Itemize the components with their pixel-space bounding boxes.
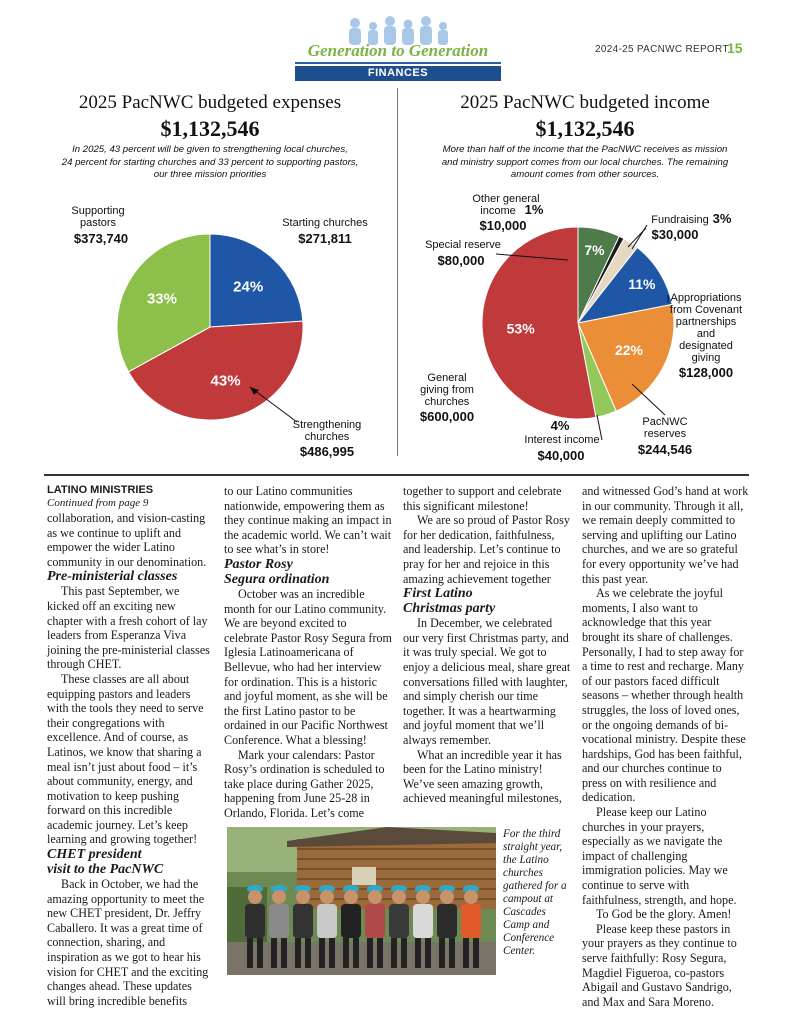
expenses-caption-line: In 2025, 43 percent will be given to strengthening local churches, [72,144,348,155]
chart-divider [397,88,398,456]
callout-reserves-amount: $244,546 [637,442,693,457]
income-total: $1,132,546 [535,116,635,141]
paragraph: This past September, we kicked off an exciting new chapter with a fresh cohort of lay leaders from Esperanza Viva joining the pre-ministerial classes through CHET. [47,584,210,672]
callout-other-label: Other general [472,193,540,205]
subheading-line: visit to the PacNWC [47,862,164,878]
subheading [224,557,392,587]
callout-reserves-label: PacNWC [642,416,688,428]
expenses-chart-title: 2025 PacNWC budgeted expenses [78,92,342,113]
callout-fundraising-amount: $30,000 [651,227,699,242]
callout-starting-amount: $271,811 [298,231,352,246]
percent-label: 33% [146,290,177,308]
callout-interest-label: Interest income [524,434,600,446]
subheading [403,586,571,616]
expenses-total: $1,132,546 [160,116,260,141]
expenses-caption-line: 24 percent for starting churches and 33 percent to supporting pastors, [61,156,359,168]
callout-starting-label: Starting churches [282,217,368,229]
paragraph: collaboration, and vision-casting as we continue to uplift and empower the wider Latino community in our denomination. [47,511,207,569]
report-label: 2024-25 PACNWC REPORT [595,44,729,55]
paragraph: What an incredible year it has been for the Latino ministry! We’ve seen amazing growth, achieved meaningful milestones, [403,747,562,806]
page-number: 15 [727,40,743,56]
campout-group-photo [227,827,496,975]
callout-general-label: General [427,372,467,384]
callout-approp-label: designated [679,340,733,352]
paragraph: As we celebrate the joyful moments, I also want to acknowledge that this year brought its share of challenges. Personally, I had to step away for a time to rest and recharge. Many of our pastors faced difficult seasons – whether through health struggles, the loss of loved ones, or the ongoing demands of bi-vocational ministry. Despite these hardships, God has been faithful, and our churches continue to press on with resilience and dedication. [582,586,746,805]
percent-label: 53% [506,320,535,337]
callout-fundraising-label: Fundraising [651,214,709,226]
article-column-3 [403,484,571,806]
callout-general-amount: $600,000 [419,409,475,424]
paragraph: and witnessed God’s hand at work in our community. Through it all, we remain deeply committed to serving and uplifting our Latino churches, and we are so grateful for every opportunity we’ve had this past year. [582,484,749,586]
subheading-line: Christmas party [403,601,496,617]
callout-interest-percent: 4% [550,418,570,433]
callout-special-amount: $80,000 [437,253,485,268]
article-continued-note: Continued from page 9 [47,497,149,509]
section-divider [44,474,749,476]
subheading: Pre-ministerial classes [47,569,178,585]
section-banner: FINANCES [295,66,501,81]
percent-label: 43% [210,372,241,390]
callout-supporting-amount: $373,740 [73,231,129,246]
callout-interest-amount: $40,000 [537,448,585,463]
callout-approp-label: partnerships [675,316,737,328]
callout-general-label: churches [424,396,470,408]
subheading-line: CHET president [47,847,142,863]
article-column-2 [224,484,392,820]
masthead [295,15,501,81]
callout-approp-amount: $128,000 [678,365,734,380]
paragraph: These classes are all about equipping pastors and leaders with the tools they need to serve their congregations with excellence. And of course, as Latinos, we know that sharing a meal isn’t just about food – it’s about community, energy, and motivation to keep pushing forward on this incredible academic journey. Let’s keep learning and growing together! [47,671,204,847]
callout-fundraising-percent: 3% [712,211,732,226]
percent-label: 24% [233,278,264,296]
article-section-title: LATINO MINISTRIES [47,484,154,496]
income-caption [410,144,760,182]
income-chart-title: 2025 PacNWC budgeted income [460,92,710,113]
callout-strengthening-amount: $486,995 [299,444,355,459]
subheading-line: Pastor Rosy [224,556,293,572]
expenses-slices [117,234,303,420]
callout-other-amount: $10,000 [479,218,527,233]
callout-other-label: income [480,205,516,217]
paragraph: Please keep these pastors in your prayers as they continue to serve faithfully: Rosy Segura, Magdiel Figueroa, co-pastors Abigail and Gustavo Sandrigo, and Max and Sara Moreno. [582,921,737,1009]
subheading-line: Segura ordination [224,571,330,587]
paragraph: Back in October, we had the amazing opportunity to meet the new CHET president, Dr. Jeffry Caballero. It was a great time of connection, sharing, and inspiration as we got to hear his vision for CHET and the exciting changes ahead. These updates will bring incredible benefits [47,877,209,1008]
callout-strengthening-label: Strengthening [292,419,362,431]
expenses-pie-chart [40,190,385,465]
leader-line [632,225,647,249]
article-column-1 [47,484,213,1008]
callout-reserves-label: reserves [643,428,687,440]
expenses-caption-line: our three mission priorities [153,169,267,180]
callout-special-label: Special reserve [425,239,501,251]
callout-strengthening-label: churches [304,431,350,443]
title-rule [295,62,501,64]
series-title: Generation to Generation [307,41,489,60]
paragraph: Please keep our Latino churches in your prayers, especially as we navigate the impact of challenging immigration policies. May we continue to serve with faithfulness, strength, and hope. [582,805,737,907]
callout-approp-label: Appropriations [670,292,742,304]
photo-caption: For the third straight year, the Latino churches gathered for a campout at Cascades Camp and Conference Center. [503,828,567,957]
income-pie-chart [410,185,785,465]
paragraph: To God be the glory. Amen! [596,907,732,922]
paragraph: to our Latino communities nationwide, empowering them as they continue making an impact in the academic world. We can’t wait to see what’s in store! [224,484,392,557]
subheading-line: First Latino [403,586,473,602]
percent-label: 11% [628,275,656,292]
income-caption-line: More than half of the income that the PacNWC receives as mission [442,144,728,155]
callout-supporting-label: Supporting [71,205,125,217]
callout-approp-label: and [696,328,716,340]
income-caption-line: amount comes from other sources. [510,169,660,180]
callout-approp-label: giving [691,352,721,364]
callout-supporting-label: pastors [79,217,117,229]
callout-general-label: giving from [420,384,474,396]
paragraph: together to support and celebrate this significant milestone! [403,484,562,513]
paragraph: We are so proud of Pastor Rosy for her dedication, faithfulness, and leadership. Let’s continue to pray for her and rejoice in this amazing achievement together [403,513,570,586]
percent-label: 7% [584,241,605,258]
paragraph: Mark your calendars: Pastor Rosy’s ordination is scheduled to take place during Gather 2025, happening from June 25-28 in Orlando, Florida. Let’s come [224,747,385,820]
photo-illustration [227,827,496,975]
paragraph: In December, we celebrated our very first Christmas party, and it was truly special. We got to enjoy a delicious meal, share great conversations filled with laughter, and simply cherish our time together. It was a heartwarming and joyful moment that we’ll always remember. [403,616,571,747]
callout-approp-label: from Covenant [669,304,743,316]
paragraph: October was an incredible month for our Latino community. We are beyond excited to celebrate Pastor Rosy Segura from Iglesia Latinoamericana of Bellevue, who had her interview for ordination. This is a historic and joyful moment, as she will be the first Latino pastor to be ordained in our Pacific Northwest Conference. What a blessing! [224,586,392,747]
percent-label: 22% [614,341,644,358]
callout-other-percent: 1% [524,202,544,217]
subheading [47,847,213,877]
expenses-caption [40,144,380,182]
income-caption-line: and ministry support comes from our local churches. The remaining [441,156,729,168]
article-column-4 [582,484,749,1009]
